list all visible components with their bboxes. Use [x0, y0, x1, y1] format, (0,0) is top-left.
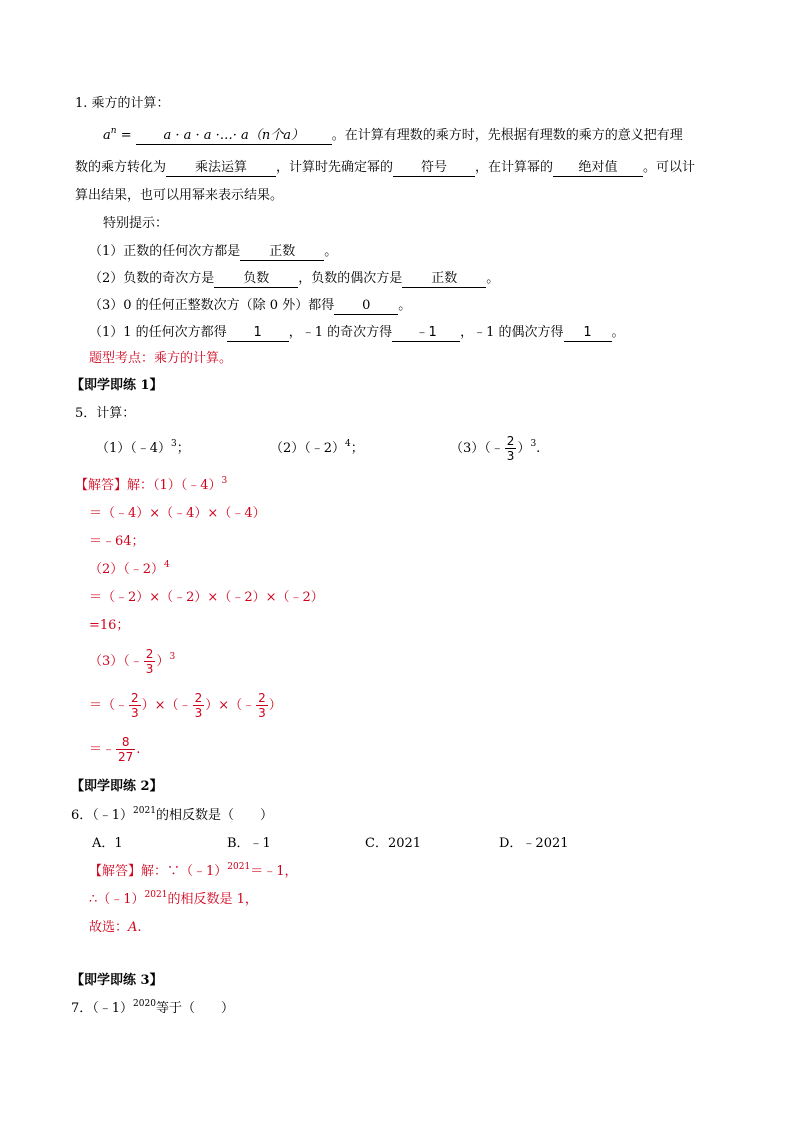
header-lx2: 【即学即练 2】 — [71, 779, 163, 794]
q5: 5．计算： — [75, 406, 136, 421]
ans5-5: ＝（﹣2）×（﹣2）×（﹣2）×（﹣2） — [89, 590, 324, 605]
blank-formula: a · a · a ·…· a（n个a） — [136, 128, 332, 145]
ans5-9: ＝﹣ $\frac{8}{27}$ . — [89, 735, 141, 764]
tip-item-1: （1）正数的任何次方都是 正数 。 — [89, 244, 338, 259]
q6-opt-d: D．﹣2021 — [499, 836, 569, 851]
header-lx1: 【即学即练 1】 — [71, 378, 163, 393]
ans5-1: 【解答】解：（1）（﹣4）$^3$ — [75, 476, 228, 493]
ans6-1: 【解答】解：∵（﹣1）$^{2021}$＝﹣1， — [89, 862, 298, 879]
q5-opt1: （1）（﹣4）$^3$； — [96, 439, 190, 456]
q6-opt-a: A．1 — [92, 836, 123, 851]
header-lx3: 【即学即练 3】 — [71, 973, 163, 988]
ans5-2: ＝（﹣4）×（﹣4）×（﹣4） — [89, 506, 266, 521]
tip-label: 特别提示： — [103, 216, 169, 231]
blank-mult: 乘法运算 — [166, 160, 276, 177]
q6: 6．（﹣1）$^{2021}$的相反数是（ ） — [71, 806, 273, 823]
tip-item-3: （3）0 的任何正整数次方（除 0 外）都得 0 。 — [89, 298, 412, 313]
formula-line: $a^n = a \cdot a \cdot a$ ·…· a（n个a） 。在计算有理数的乘方时，先根据有理数的乘方的意义把有理 — [103, 126, 683, 143]
ans5-4: （2）（﹣2）$^4$ — [89, 560, 170, 577]
ans6-3: 故选：A. — [89, 920, 142, 935]
text-line-2: 数的乘方转化为 乘法运算 ，计算时先确定幂的 符号 ，在计算幂的 绝对值 。可以计 — [75, 160, 696, 175]
ans5-8: ＝（﹣ $\frac{2}{3}$ ）×（﹣ $\frac{2}{3}$ ）×（﹣ $\frac{2}{3}$ ） — [89, 691, 282, 720]
ans5-6: =16； — [89, 618, 130, 633]
blank-abs: 绝对值 — [553, 160, 643, 177]
section-title: 1. 乘方的计算： — [75, 96, 170, 111]
q6-opt-c: C．2021 — [365, 836, 422, 851]
text-line-3: 算出结果，也可以用幂来表示结果。 — [75, 188, 284, 203]
ans5-3: ＝﹣64； — [89, 534, 145, 549]
ans6-2: ∴（﹣1）$^{2021}$的相反数是 1， — [89, 890, 258, 907]
ans5-7: （3）（﹣ $\frac{2}{3}$ ）$^3$ — [89, 647, 176, 676]
kaodian: 题型考点：乘方的计算。 — [89, 351, 233, 366]
blank-sign: 符号 — [393, 160, 475, 177]
tip-item-2: （2）负数的奇次方是 负数 ，负数的偶次方是 正数 。 — [89, 271, 500, 286]
tip-item-4: （1）1 的任何次方都得 1 ，﹣1 的奇次方得 ﹣1 ，﹣1 的偶次方得 1 。 — [89, 325, 625, 340]
q7: 7．（﹣1）$^{2020}$等于（ ） — [71, 999, 234, 1016]
q6-opt-b: B．﹣1 — [227, 836, 271, 851]
q5-opt3: （3）（﹣ $\frac{2}{3}$ ）$^3$. — [450, 434, 541, 463]
q5-opt2: （2）（﹣2）$^4$； — [270, 439, 364, 456]
